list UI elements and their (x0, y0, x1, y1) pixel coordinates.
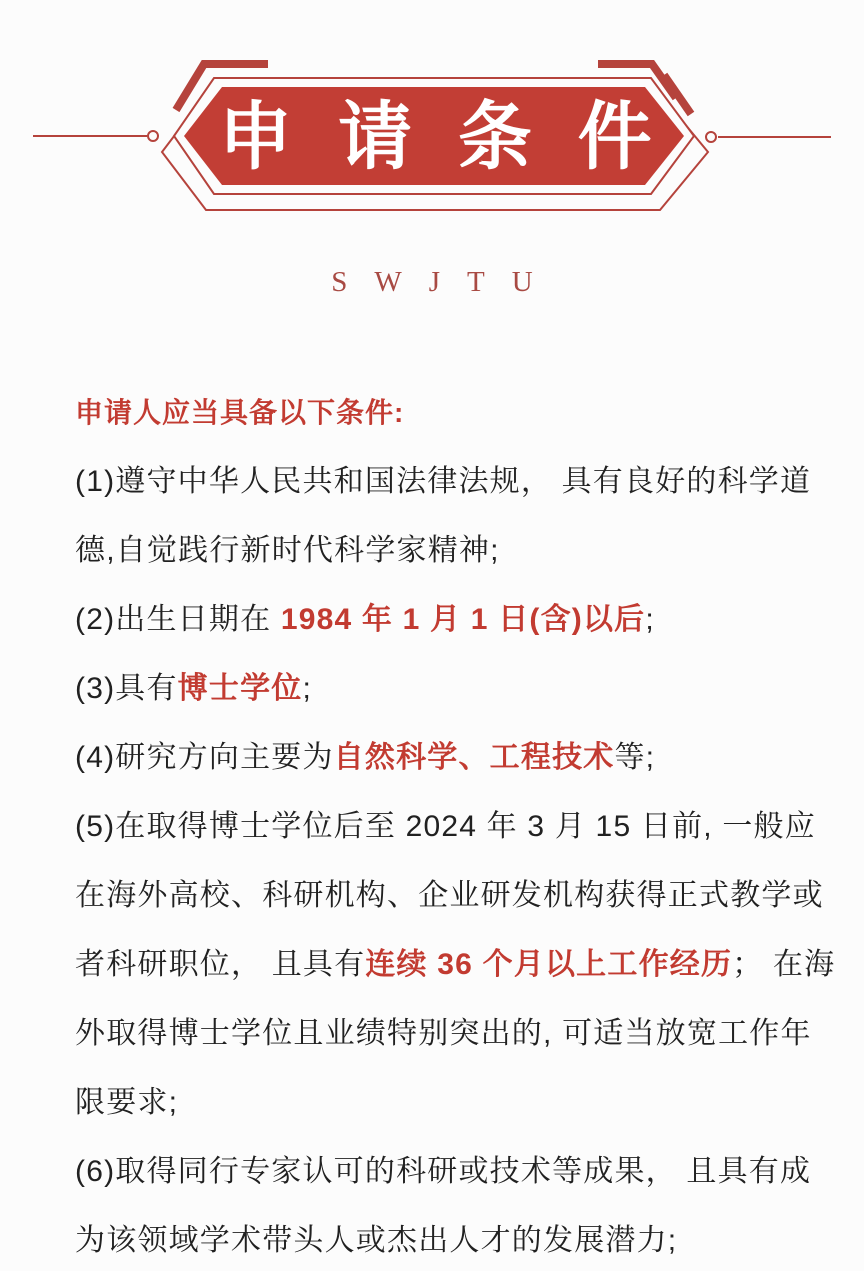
conditions-heading: 申请人应当具备以下条件: (75, 397, 405, 428)
body-text: 德,自觉践行新时代科学家精神; (75, 534, 500, 567)
banner-title: 申 请 条 件 (218, 94, 662, 180)
text-line (75, 999, 820, 1068)
body-text: (5)在取得博士学位后至 2024 年 3 月 15 日前, 一般应 (75, 810, 816, 843)
text-line (75, 930, 836, 999)
text-line (75, 516, 820, 585)
banner-left-dot-icon (148, 131, 158, 141)
highlight-text: 连续 36 个月以上工作经历 (365, 948, 733, 981)
title-banner (0, 0, 864, 235)
body-text: ; (645, 603, 655, 636)
text-line (75, 1137, 820, 1206)
body-text: 者科研职位， 且具有 (75, 948, 366, 981)
banner-right-dot-icon (706, 132, 716, 142)
body-text: ; (302, 672, 313, 705)
body-text: 在海外高校、科研机构、企业研发机构获得正式教学或 (75, 879, 824, 912)
body-text: (2)出生日期在 (75, 603, 281, 636)
body-text: 等; (614, 741, 656, 774)
highlight-text: 自然科学、工程技术 (333, 741, 615, 774)
text-line (75, 1068, 820, 1137)
text-line (75, 723, 820, 792)
text-line (75, 447, 820, 516)
body-text: 为该领域学术带头人或杰出人才的发展潜力; (75, 1224, 678, 1257)
text-line (75, 654, 820, 723)
subtitle-swjtu: SWJTU (331, 266, 560, 298)
conditions-section (75, 378, 836, 1271)
body-text: (1)遵守中华人民共和国法律法规， 具有良好的科学道 (75, 465, 812, 498)
body-text: (3)具有 (75, 672, 178, 705)
body-text: 限要求; (75, 1086, 179, 1119)
body-text: ； 在海 (732, 948, 836, 981)
highlight-text: 1984 年 1 月 1 日(含)以后 (280, 603, 646, 636)
body-text: (4)研究方向主要为 (75, 741, 334, 774)
text-line (75, 1206, 820, 1271)
text-line (75, 585, 820, 654)
text-line (75, 861, 824, 930)
highlight-text: 博士学位 (177, 672, 303, 705)
body-text: 外取得博士学位且业绩特别突出的, 可适当放宽工作年 (75, 1017, 812, 1050)
conditions-lines (75, 447, 836, 1271)
body-text: (6)取得同行专家认可的科研或技术等成果， 且具有成 (75, 1155, 812, 1188)
text-line (75, 792, 820, 861)
